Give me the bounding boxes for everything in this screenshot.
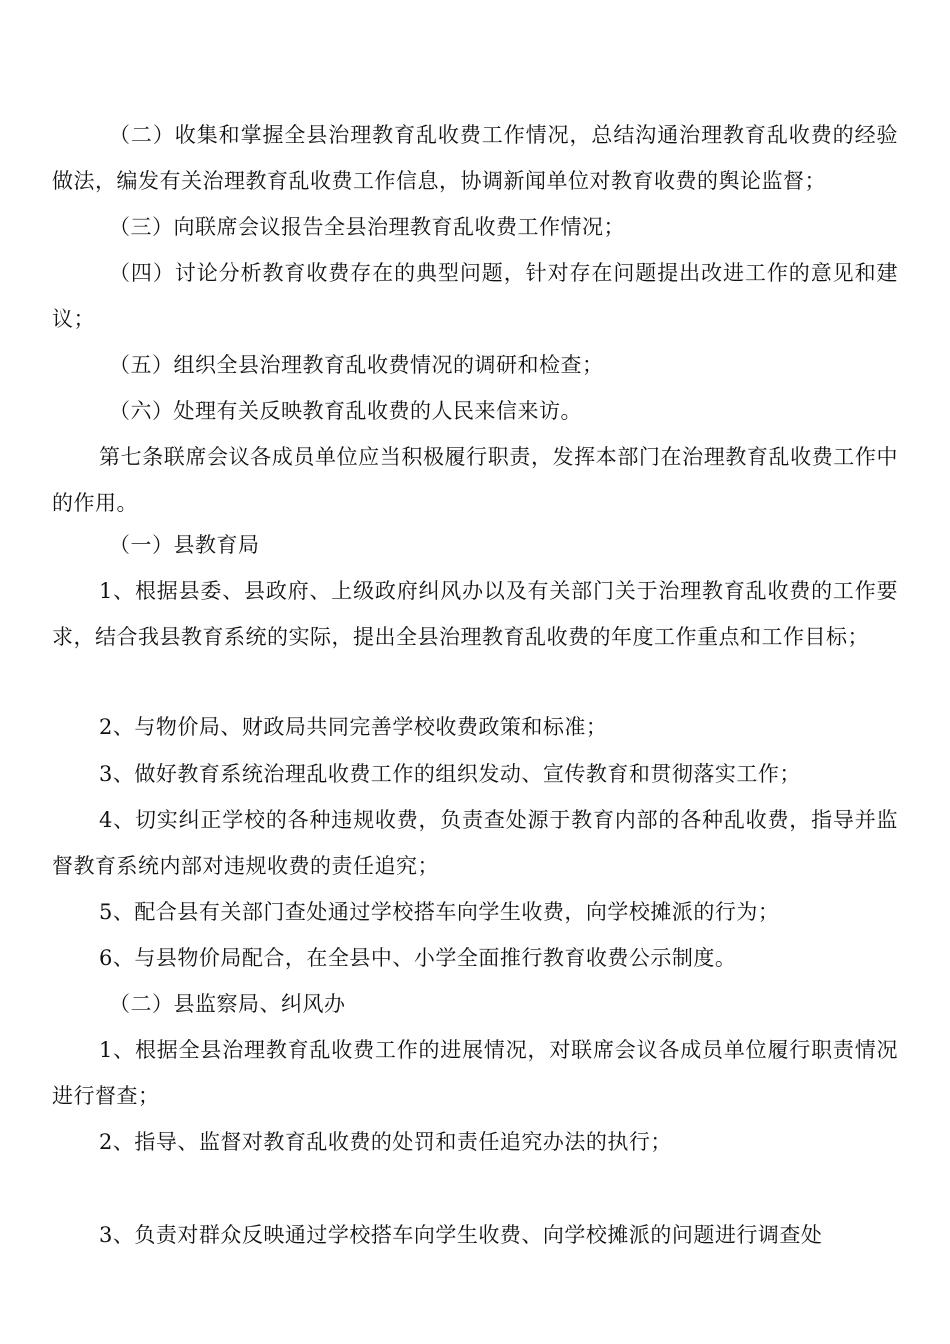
paragraph-report-meeting: （三）向联席会议报告全县治理教育乱收费工作情况；	[109, 215, 625, 239]
paragraph-discuss-problems: （四）讨论分析教育收费存在的典型问题，针对存在问题提出改进工作的意见和建议；	[52, 261, 898, 331]
list-item-education-6: 6、与县物价局配合，在全县中、小学全面推行教育收费公示制度。	[99, 946, 737, 970]
paragraph-collect-info: （二）收集和掌握全县治理教育乱收费工作情况，总结沟通治理教育乱收费的经验做法，编发有关治理教育乱收费工作信息，协调新闻单位对教育收费的舆论监督；	[52, 123, 898, 193]
list-item-supervision-3: 3、负责对群众反映通过学校搭车向学生收费、向学校摊派的问题进行调查处	[99, 1223, 823, 1247]
list-item-education-2: 2、与物价局、财政局共同完善学校收费政策和标准；	[99, 715, 608, 739]
section-heading-education-bureau: （一）县教育局	[109, 533, 260, 557]
list-item-education-5: 5、配合县有关部门查处通过学校搭车向学生收费，向学校摊派的行为；	[99, 900, 780, 924]
list-item-education-4: 4、切实纠正学校的各种违规收费，负责查处源于教育内部的各种乱收费，指导并监督教育系统内部对违规收费的责任追究；	[52, 808, 898, 878]
paragraph-article-seven: 第七条联席会议各成员单位应当积极履行职责，发挥本部门在治理教育乱收费工作中的作用。	[52, 445, 898, 515]
paragraph-organize-research: （五）组织全县治理教育乱收费情况的调研和检查；	[109, 353, 604, 377]
list-item-supervision-1: 1、根据全县治理教育乱收费工作的进展情况，对联席会议各成员单位履行职责情况进行督查；	[52, 1038, 898, 1108]
paragraph-handle-letters: （六）处理有关反映教育乱收费的人民来信来访。	[109, 399, 582, 423]
section-heading-supervision-bureau: （二）县监察局、纠风办	[109, 992, 346, 1016]
list-item-education-3: 3、做好教育系统治理乱收费工作的组织发动、宣传教育和贯彻落实工作；	[99, 762, 801, 786]
list-item-education-1: 1、根据县委、县政府、上级政府纠风办以及有关部门关于治理教育乱收费的工作要求，结合我县教育系统的实际，提出全县治理教育乱收费的年度工作重点和工作目标；	[52, 579, 898, 649]
list-item-supervision-2: 2、指导、监督对教育乱收费的处罚和责任追究办法的执行；	[99, 1130, 672, 1154]
